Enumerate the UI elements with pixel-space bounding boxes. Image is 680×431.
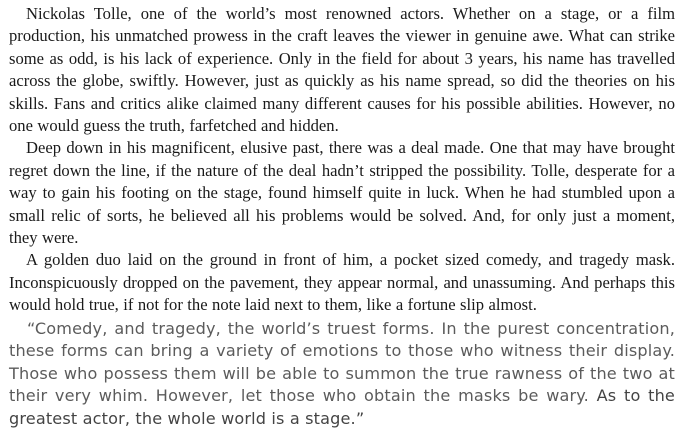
fortune-note-body: “Comedy, and tragedy, the world’s truest forms. In the purest concentration, these forms can bring a variety of emotions to those who witness their display. Those who possess them will be able to summon the true rawness of the two at their very whim. However, let those who obtain the masks be wary. [9,318,675,406]
story-paragraph-1: Nickolas Tolle, one of the world’s most renowned actors. Whether on a stage, or a film production, his unmatched prowess in the craft leaves the viewer in genuine awe. What can strike some as odd, is his lack of experience. Only in the field for about 3 years, his name has travelled across the globe, swiftly. However, just as quickly as his name spread, so did the theories on his skills. Fans and critics alike claimed many different causes for his possible abilities. However, no one would guess the truth, farfetched and hidden. [9,4,675,136]
story-paragraph-3: A golden duo laid on the ground in front of him, a pocket sized comedy, and tragedy mask. Inconspicuously dropped on the pavement, they appear normal, and unassuming. And perhaps this would hold true, if not for the note laid next to them, like a fortune slip almost. [9,250,675,315]
document-page [9,3,675,431]
story-paragraph-2: Deep down in his magnificent, elusive past, there was a deal made. One that may have brought regret down the line, if the nature of the deal hadn’t stripped the possibility. Tolle, desperate for a way to gain his footing on the stage, found himself quite in luck. When he had stumbled upon a small relic of sorts, he believed all his problems would be solved. And, for only just a moment, they were. [9,138,675,248]
fortune-note-closing: As to the greatest actor, the whole world is a stage.” [9,386,675,429]
fortune-note-text [9,318,675,431]
